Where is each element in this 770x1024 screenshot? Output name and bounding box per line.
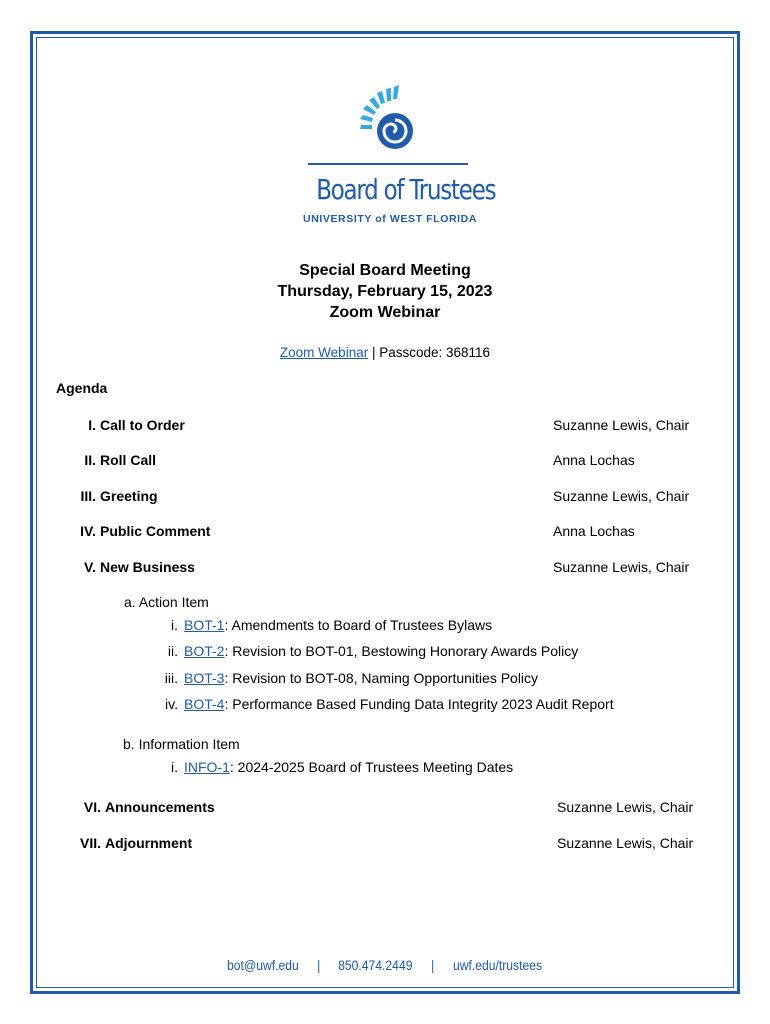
agenda-item-presenter: Suzanne Lewis, Chair <box>553 488 690 504</box>
footer-email[interactable]: bot@uwf.edu <box>226 958 299 973</box>
subitem-text: : Revision to BOT-01, Bestowing Honorary Awards Policy <box>224 643 579 659</box>
meeting-date: Thursday, February 15, 2023 <box>277 283 493 300</box>
subitem-text: : Performance Based Funding Data Integrity 2023 Audit Report <box>224 696 614 712</box>
footer-website[interactable]: uwf.edu/trustees <box>453 958 543 973</box>
agenda-item-presenter: Anna Lochas <box>553 523 635 539</box>
bot-1-link[interactable]: BOT-1 <box>184 617 225 633</box>
agenda-item-title: Roll Call <box>100 452 157 468</box>
footer-contact <box>0 958 770 973</box>
agenda-item-title: Announcements <box>105 799 215 815</box>
agenda-item-number: III. <box>80 488 96 504</box>
subitem-numeral: i. <box>171 617 178 633</box>
subitem-numeral: ii. <box>167 643 178 659</box>
agenda-item <box>0 523 770 543</box>
agenda-item <box>0 799 770 819</box>
meeting-title: Special Board Meeting <box>299 262 471 279</box>
agenda-item-presenter: Suzanne Lewis, Chair <box>557 799 694 815</box>
agenda-item-number: II. <box>84 452 96 468</box>
footer-phone[interactable]: 850.474.2449 <box>338 958 413 973</box>
footer-separator: | <box>316 958 320 973</box>
zoom-passcode: Passcode: 368116 <box>379 345 491 360</box>
agenda-item-title: New Business <box>100 559 195 575</box>
agenda-item-presenter: Suzanne Lewis, Chair <box>553 417 690 433</box>
bot-2-link[interactable]: BOT-2 <box>184 643 225 659</box>
agenda-item-number: VI. <box>83 799 101 815</box>
uwf-logo <box>300 85 496 235</box>
action-item-label: a. Action Item <box>124 594 209 610</box>
subitem-numeral: iii. <box>164 670 178 686</box>
agenda-item-presenter: Suzanne Lewis, Chair <box>553 559 690 575</box>
zoom-separator: | <box>368 345 380 360</box>
agenda-item <box>0 835 770 855</box>
footer-separator: | <box>430 958 434 973</box>
subitem-numeral: i. <box>171 759 178 775</box>
nautilus-logo-icon <box>358 85 422 157</box>
meeting-header <box>0 260 770 323</box>
subitem-text: : 2024-2025 Board of Trustees Meeting Dates <box>229 759 514 775</box>
zoom-line <box>0 345 770 360</box>
agenda-item-number: IV. <box>80 523 96 539</box>
meeting-format: Zoom Webinar <box>329 304 441 321</box>
action-subitem <box>148 670 538 686</box>
agenda-item-title: Call to Order <box>100 417 185 433</box>
agenda-item-number: I. <box>88 417 96 433</box>
agenda-item-presenter: Anna Lochas <box>553 452 635 468</box>
action-subitem <box>148 643 578 659</box>
agenda-item-title: Adjournment <box>105 835 193 851</box>
zoom-webinar-link[interactable]: Zoom Webinar <box>279 345 369 360</box>
agenda-item <box>0 417 770 437</box>
agenda-item <box>0 559 770 579</box>
subitem-text: : Amendments to Board of Trustees Bylaws <box>224 617 493 633</box>
agenda-item <box>0 488 770 508</box>
logo-rule <box>308 163 468 165</box>
logo-wordmark: Board of Trustees <box>316 173 496 206</box>
information-item-label: b. Information Item <box>123 736 240 752</box>
agenda-item-title: Public Comment <box>100 523 211 539</box>
agenda-item <box>0 452 770 472</box>
bot-4-link[interactable]: BOT-4 <box>184 696 225 712</box>
info-1-link[interactable]: INFO-1 <box>184 759 230 775</box>
agenda-item-number: V. <box>84 559 96 575</box>
subitem-numeral: iv. <box>165 696 178 712</box>
agenda-item-number: VII. <box>79 835 101 851</box>
bot-3-link[interactable]: BOT-3 <box>184 670 225 686</box>
agenda-item-title: Greeting <box>100 488 158 504</box>
agenda-item-presenter: Suzanne Lewis, Chair <box>557 835 694 851</box>
info-subitem <box>148 759 513 775</box>
action-subitem <box>148 696 614 712</box>
agenda-label: Agenda <box>56 380 108 396</box>
action-subitem <box>148 617 492 633</box>
logo-subtitle: UNIVERSITY of WEST FLORIDA <box>302 213 478 225</box>
subitem-text: : Revision to BOT-08, Naming Opportunities Policy <box>224 670 539 686</box>
